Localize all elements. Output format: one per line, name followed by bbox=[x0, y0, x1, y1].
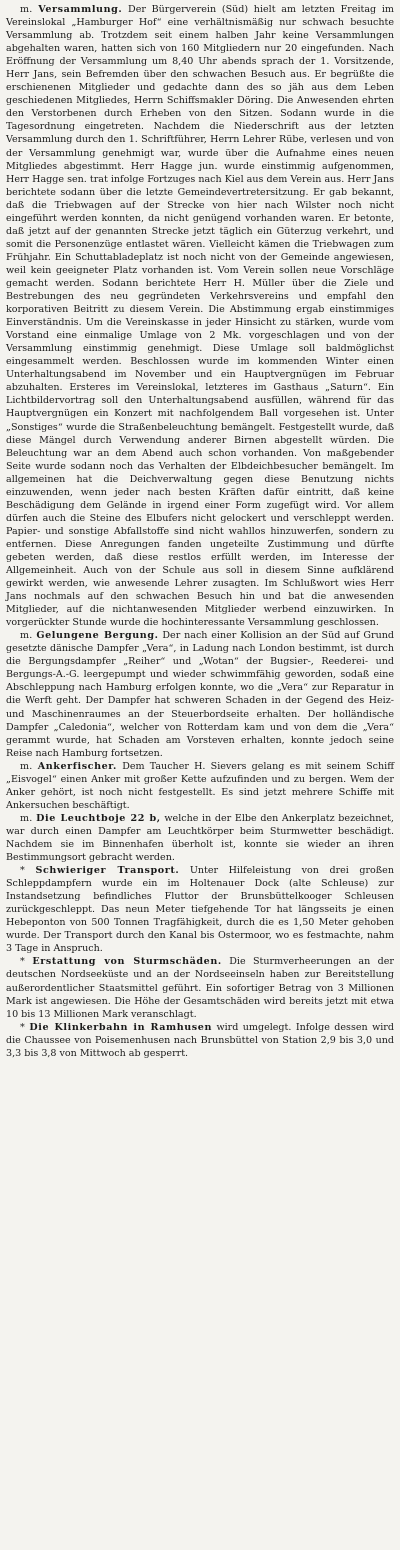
article-sturmschaeden bbox=[6, 955, 394, 1020]
article-body: Unter Hilfeleistung von drei großen Schleppdampfern wurde ein im Holtenauer Dock (alte Schleuse) zur Instandsetzung befindliches Fluttor der Brunsbüttelkooger Schleusen zurückgeschleppt. Das neun Meter tiefgehende Tor hat längsseits je einen Hebeponton von 500 Tonnen Tragfähigkeit, durch die es 1,50 Meter gehoben wurde. Der Transport durch den Kanal bis Ostermoor, wo es festmachte, nahm 3 Tage in Anspruch. bbox=[6, 865, 394, 955]
article-body: Dem Taucher H. Sievers gelang es mit seinem Schiff „Eisvogel“ einen Anker mit großer Kette aufzufinden und zu bergen. Wem der Anker gehört, ist noch nicht festgestellt. Es sind jetzt mehrere Schiffe mit Ankersuchen beschäftigt. bbox=[6, 760, 394, 811]
article-byline: m. bbox=[20, 812, 33, 824]
article-leuchtboje bbox=[6, 812, 394, 864]
article-byline: m. bbox=[20, 630, 33, 642]
article-headline: Erstattung von Sturmschäden. bbox=[32, 956, 222, 968]
article-byline: m. bbox=[20, 4, 33, 15]
article-byline: * bbox=[20, 956, 25, 968]
article-byline: * bbox=[20, 1021, 25, 1033]
article-klinkerbahn bbox=[6, 1021, 394, 1060]
article-headline: Ankerfischer. bbox=[37, 760, 117, 772]
article-byline: m. bbox=[20, 760, 33, 772]
article-body: Der Bürgerverein (Süd) hielt am letzten Freitag im Vereinslokal „Hamburger Hof“ eine verhältnismäßig nur schwach besuchte Versammlung ab. Trotzdem seit einem halben Jahr keine Versammlungen abgehalten waren, hatten sich von 160 Mitgliedern nur 20 eingefunden. Nach Eröffnung der Versammlung um 8,40 Uhr abends sprach der 1. Vorsitzende, Herr Jans, sein Befremden über den schwachen Besuch aus. Er begrüßte die erschienenen Mitglieder und gedachte dann des so jäh aus dem Leben geschiedenen Mitgliedes, Herrn Schiffsmakler Döring. Die Anwesenden ehrten den Verstorbenen durch Erheben von den Sitzen. Sodann wurde in die Tagesordnung eingetreten. Nachdem die Niederschrift aus der letzten Versammlung durch den 1. Schriftführer, Herrn Lehrer Rübe, verlesen und von der Versammlung genehmigt war, wurde über die Aufnahme eines neuen Mitgliedes abgestimmt. Herr Hagge jun. wurde einstimmig aufgenommen, Herr Hagge sen. trat infolge Fortzuges nach Kiel aus dem Verein aus. Herr Jans berichtete sodann über die letzte Gemeindevertretersitzung. Er gab bekannt, daß die Triebwagen auf der Strecke von hier nach Wilster noch nicht eingeführt werden konnten, da nicht genügend vorhanden waren. Er betonte, daß jetzt auf der genannten Strecke jetzt täglich ein Güterzug verkehrt, und somit die Personenzüge entlastet wären. Vielleicht kämen die Triebwagen zum Frühjahr. Ein Schuttabladeplatz ist noch nicht von der Gemeinde angewiesen, weil kein geeigneter Platz vorhanden ist. Vom Verein sollen neue Vorschläge gemacht werden. Sodann berichtete Herr H. Müller über die Ziele und Bestrebungen des neu gegründeten Verkehrsvereins und empfahl den korporativen Beitritt zu diesem Verein. Die Abstimmung ergab einstimmiges Einverständnis. Um die Vereinskasse in jeder Hinsicht zu stärken, wurde vom Vorstand eine einmalige Umlage von 2 Mk. vorgeschlagen und von der Versammlung einstimmig genehmigt. Diese Umlage soll baldmöglichst eingesammelt werden. Beschlossen wurde im kommenden Winter einen Unterhaltungsabend im November und ein Hauptvergnügen im Februar abzuhalten. Ersteres im Vereinslokal, letzteres im Gasthaus „Saturn“. Ein Lichtbildervortrag soll den Unterhaltungsabend ausfüllen, während für das Hauptvergnügen ein Konzert mit nachfolgendem Ball vorgesehen ist. Unter „Sonstiges“ wurde die Straßenbeleuchtung bemängelt. Festgestellt wurde, daß diese Mängel durch Verwendung anderer Birnen abgestellt würden. Die Beleuchtung war an dem Abend auch schon vorhanden. Von maßgebender Seite wurde sodann noch das Verhalten der Elbdeichbesucher bemängelt. Im allgemeinen hat die Deichverwaltung gegen diese Benutzung nichts einzuwenden, wenn jeder nach besten Kräften dafür eintritt, daß keine Beschädigung dem Gelände in irgend einer Form zugefügt wird. Vor allem dürfen auch die Steine des Elbufers nicht gelockert und verschleppt werden. Papier- und sonstige Abfallstoffe sind nicht wahllos hinzuwerfen, sondern zu entfernen. Diese Anregungen fanden ungeteilte Zustimmung und dürfte gebeten werden, daß diese restlos erfüllt werden, im Interesse der Allgemeinheit. Auch von der Schule aus soll in diesem Sinne aufklärend gewirkt werden, wie anwesende Lehrer zusagten. Im Schlußwort wies Herr Jans nochmals auf den schwachen Besuch hin und bat die anwesenden Mitglieder, auf die nichtanwesenden Mitglieder werbend einzuwirken. In vorgerückter Stunde wurde die hochinteressante Versammlung geschlossen. bbox=[6, 4, 394, 629]
article-headline: Die Klinkerbahn in Ramhusen bbox=[29, 1021, 212, 1033]
article-body: Die Sturmverheerungen an der deutschen Nordseeküste und an der Nordseeinseln haben zur Bereitstellung außerordentlicher Staatsmittel geführt. Ein sofortiger Betrag von 3 Millionen Mark ist angewiesen. Die Höhe der Gesamtschäden wird bereits jetzt mit etwa 10 bis 13 Millionen Mark veranschlagt. bbox=[6, 956, 394, 1020]
article-byline: * bbox=[20, 865, 25, 877]
article-headline: Gelungene Bergung. bbox=[36, 630, 159, 642]
article-body: welche in der Elbe den Ankerplatz bezeichnet, war durch einen Dampfer am Leuchtkörper beim Sturmwetter beschädigt. Nachdem sie im Binnenhafen überholt ist, konnte sie wieder an ihren Bestimmungsort gebracht werden. bbox=[6, 812, 394, 864]
article-versammlung bbox=[6, 3, 394, 629]
article-body: Der nach einer Kollision an der Süd auf Grund gesetzte dänische Dampfer „Vera“, in Ladung nach London bestimmt, ist durch die Bergungsdampfer „Reiher“ und „Wotan“ der Bugsier-, Reederei- und Bergungs-A.-G. leergepumpt und wieder schwimmfähig geworden, sodaß eine Abschleppung nach Hamburg erfolgen konnte, wo die „Vera“ zur Reparatur in die Werft geht. Der Dampfer hat schweren Schaden in der Gegend des Heiz- und Maschinenraumes an der Steuerbordseite erhalten. Der holländische Dampfer „Caledonia“, welcher von Rotterdam kam und von dem die „Vera“ gerammt wurde, hat Schaden am Vorsteven erhalten, konnte jedoch seine Reise nach Hamburg fortsetzen. bbox=[6, 630, 394, 759]
article-headline: Versammlung. bbox=[38, 4, 123, 15]
article-gelungene-bergung bbox=[6, 629, 394, 759]
article-body: wird umgelegt. Infolge dessen wird die Chaussee von Poisemenhusen nach Brunsbüttel von Station 2,9 bis 3,0 und 3,3 bis 3,8 von Mittwoch ab gesperrt. bbox=[6, 1021, 394, 1059]
article-schwieriger-transport bbox=[6, 864, 394, 955]
article-headline: Die Leuchtboje 22 b, bbox=[36, 812, 161, 824]
article-ankerfischer bbox=[6, 760, 394, 812]
article-headline: Schwieriger Transport. bbox=[35, 865, 180, 877]
